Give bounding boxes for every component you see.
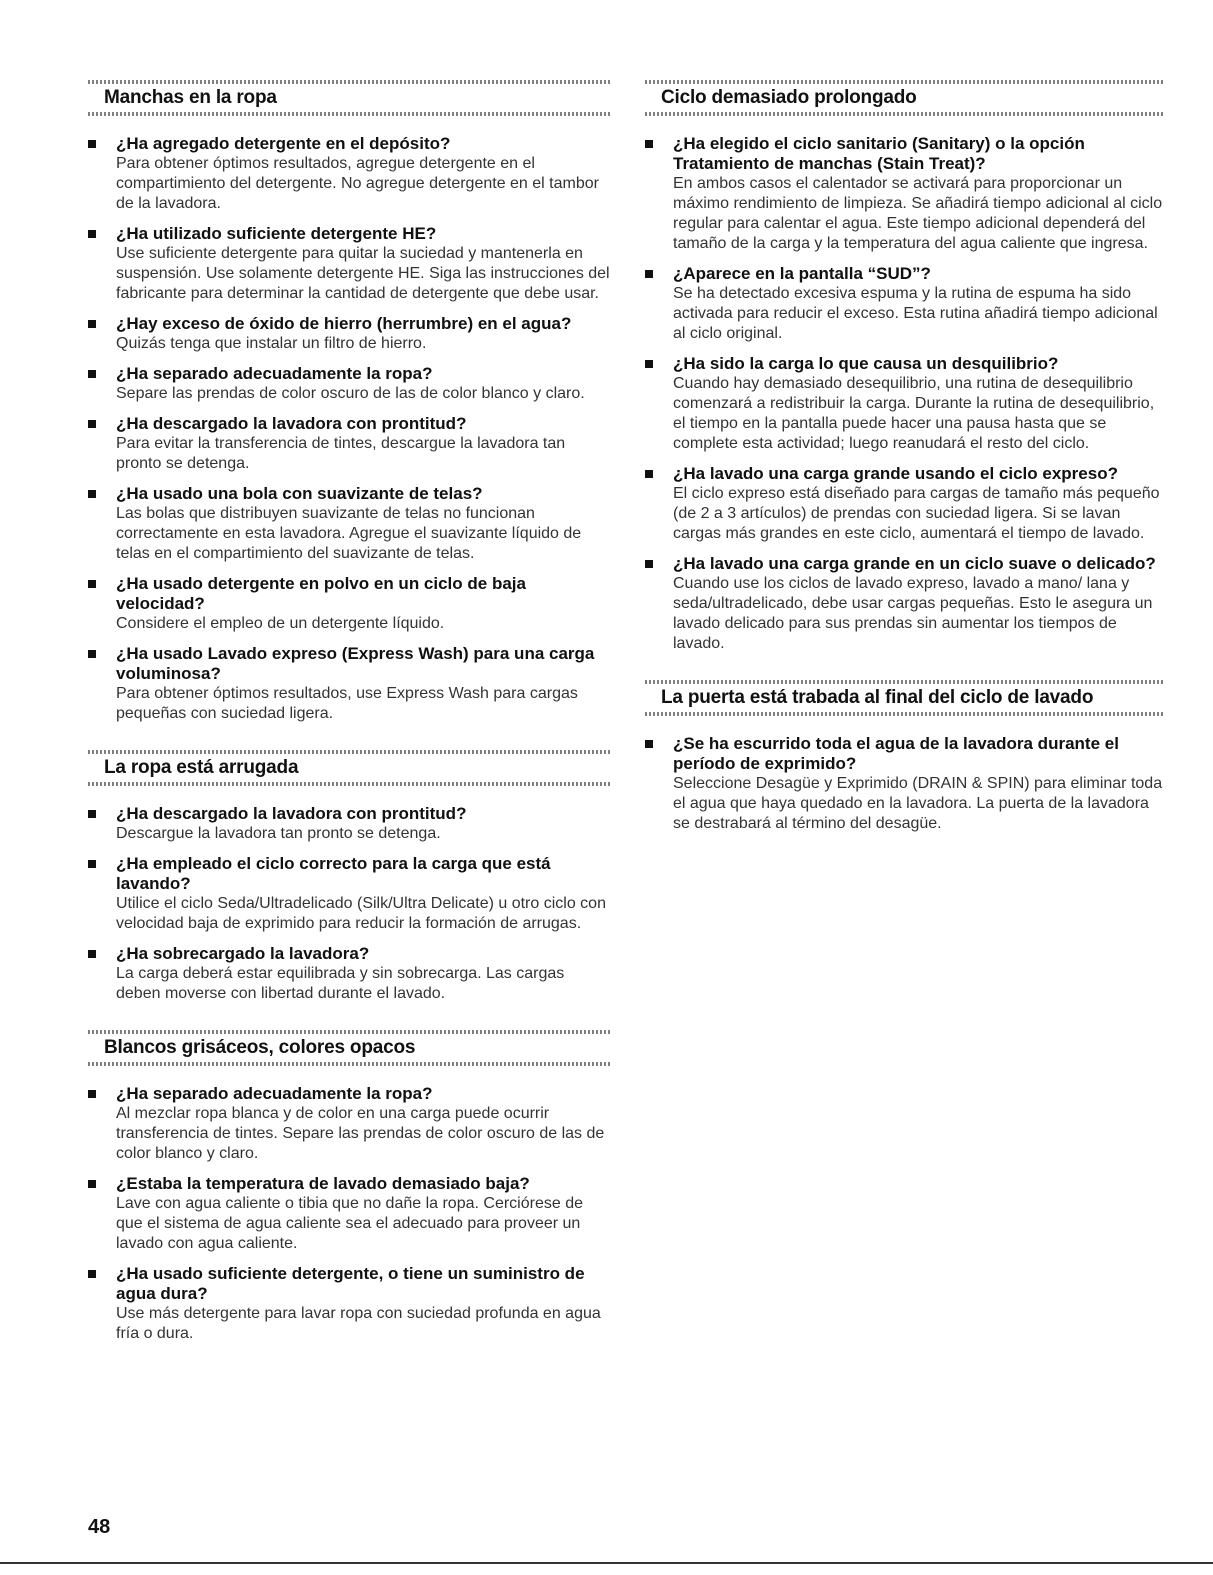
dotted-rule-bottom xyxy=(645,112,1163,116)
answer-text: Para obtener óptimos resultados, agregue detergente en el compartimiento del detergente. No agregue detergente en el tambor de la lavadora. xyxy=(116,155,599,212)
list-item xyxy=(645,554,1163,654)
answer-text: Las bolas que distribuyen suavizante de telas no funcionan correctamente en esta lavadora. Agregue el suavizante líquido de telas en el compartimiento del suavizante de telas. xyxy=(116,505,582,562)
question-text: ¿Ha usado suficiente detergente, o tiene un suministro de agua dura? xyxy=(116,1264,585,1303)
list-item xyxy=(88,414,610,474)
square-bullet-icon xyxy=(88,490,96,498)
list-item xyxy=(88,644,610,724)
section-title: Ciclo demasiado prolongado xyxy=(661,87,917,108)
question-text: ¿Aparece en la pantalla “SUD”? xyxy=(673,264,931,283)
list-item xyxy=(88,944,610,1004)
section-header xyxy=(645,670,1163,724)
page-number: 48 xyxy=(88,1516,111,1538)
list-item xyxy=(645,354,1163,454)
answer-text: Considere el empleo de un detergente líquido. xyxy=(116,615,445,632)
square-bullet-icon xyxy=(645,140,653,148)
section-title: La ropa está arrugada xyxy=(104,757,299,778)
list-item xyxy=(88,1174,610,1254)
answer-text: Seleccione Desagüe y Exprimido (DRAIN & SPIN) para eliminar toda el agua que haya quedado en la lavadora. La puerta de la lavadora se destrabará al término del desagüe. xyxy=(673,775,1163,832)
list-item xyxy=(645,464,1163,544)
list-item xyxy=(645,134,1163,254)
question-text: ¿Ha usado una bola con suavizante de telas? xyxy=(116,484,483,503)
question-text: ¿Ha descargado la lavadora con prontitud? xyxy=(116,414,467,433)
list-item xyxy=(88,1264,610,1344)
question-text: ¿Ha sido la carga lo que causa un desquilibrio? xyxy=(673,354,1059,373)
answer-text: Descargue la lavadora tan pronto se detenga. xyxy=(116,825,441,842)
troubleshooting-section xyxy=(88,70,610,724)
list-item xyxy=(88,224,610,304)
troubleshooting-section xyxy=(645,670,1163,834)
question-text: ¿Ha separado adecuadamente la ropa? xyxy=(116,364,433,383)
bottom-rule xyxy=(0,1562,1213,1564)
square-bullet-icon xyxy=(88,580,96,588)
troubleshooting-section xyxy=(88,1020,610,1344)
answer-text: Use más detergente para lavar ropa con suciedad profunda en agua fría o dura. xyxy=(116,1305,601,1342)
question-text: ¿Ha utilizado suficiente detergente HE? xyxy=(116,224,437,243)
square-bullet-icon xyxy=(88,230,96,238)
square-bullet-icon xyxy=(88,320,96,328)
section-title: Manchas en la ropa xyxy=(104,87,277,108)
list-item xyxy=(645,264,1163,344)
question-text: ¿Ha lavado una carga grande en un ciclo suave o delicado? xyxy=(673,554,1156,573)
section-header xyxy=(88,740,610,794)
question-text: ¿Ha descargado la lavadora con prontitud? xyxy=(116,804,467,823)
list-item xyxy=(88,134,610,214)
question-text: ¿Ha empleado el ciclo correcto para la carga que está lavando? xyxy=(116,854,551,893)
answer-text: Cuando use los ciclos de lavado expreso, lavado a mano/ lana y seda/ultradelicado, debe usar cargas pequeñas. Esto le asegura un lavado delicado para sus prendas sin aumentar los tiempos de lavado. xyxy=(673,575,1153,652)
question-text: ¿Se ha escurrido toda el agua de la lavadora durante el período de exprimido? xyxy=(673,734,1119,773)
answer-text: El ciclo expreso está diseñado para cargas de tamaño más pequeño (de 2 a 3 artículos) de prendas con suciedad ligera. Si se lavan cargas más grandes en este ciclo, aumentará el tiempo de lavado. xyxy=(673,485,1160,542)
square-bullet-icon xyxy=(645,360,653,368)
dotted-rule-top xyxy=(88,80,610,84)
troubleshooting-section xyxy=(645,70,1163,654)
question-text: ¿Ha agregado detergente en el depósito? xyxy=(116,134,451,153)
dotted-rule-top xyxy=(645,680,1163,684)
troubleshooting-section xyxy=(88,740,610,1004)
left-column xyxy=(88,70,610,1360)
section-header xyxy=(88,1020,610,1074)
question-text: ¿Ha elegido el ciclo sanitario (Sanitary) o la opción Tratamiento de manchas (Stain Treat)? xyxy=(673,134,1085,173)
square-bullet-icon xyxy=(88,1180,96,1188)
list-item xyxy=(88,484,610,564)
list-item xyxy=(88,574,610,634)
answer-text: Use suficiente detergente para quitar la suciedad y mantenerla en suspensión. Use solamente detergente HE. Siga las instrucciones del fabricante para determinar la cantidad de detergente que debe usar. xyxy=(116,245,610,302)
dotted-rule-bottom xyxy=(88,1062,610,1066)
square-bullet-icon xyxy=(645,270,653,278)
list-item xyxy=(88,314,610,354)
list-item xyxy=(88,1084,610,1164)
answer-text: Separe las prendas de color oscuro de las de color blanco y claro. xyxy=(116,385,585,402)
question-text: ¿Hay exceso de óxido de hierro (herrumbre) en el agua? xyxy=(116,314,572,333)
answer-text: En ambos casos el calentador se activará para proporcionar un máximo rendimiento de limpieza. Se añadirá tiempo adicional al ciclo regular para calentar el agua. Este tiempo adicional dependerá del tamaño de la carga y la temperatura del agua caliente que ingresa. xyxy=(673,175,1163,252)
answer-text: Utilice el ciclo Seda/Ultradelicado (Silk/Ultra Delicate) u otro ciclo con velocidad baja de exprimido para reducir la formación de arrugas. xyxy=(116,895,606,932)
list-item xyxy=(88,804,610,844)
list-item xyxy=(88,364,610,404)
square-bullet-icon xyxy=(645,740,653,748)
list-item xyxy=(88,854,610,934)
dotted-rule-bottom xyxy=(88,112,610,116)
dotted-rule-top xyxy=(88,750,610,754)
square-bullet-icon xyxy=(88,1270,96,1278)
dotted-rule-bottom xyxy=(88,782,610,786)
answer-text: Al mezclar ropa blanca y de color en una carga puede ocurrir transferencia de tintes. Separe las prendas de color oscuro de las de color blanco y claro. xyxy=(116,1105,605,1162)
square-bullet-icon xyxy=(88,860,96,868)
answer-text: Lave con agua caliente o tibia que no dañe la ropa. Cerciórese de que el sistema de agua caliente sea el adecuado para proveer un lavado con agua caliente. xyxy=(116,1195,583,1252)
square-bullet-icon xyxy=(88,810,96,818)
answer-text: Quizás tenga que instalar un filtro de hierro. xyxy=(116,335,427,352)
answer-text: Para obtener óptimos resultados, use Express Wash para cargas pequeñas con suciedad ligera. xyxy=(116,685,578,722)
question-text: ¿Ha separado adecuadamente la ropa? xyxy=(116,1084,433,1103)
square-bullet-icon xyxy=(88,420,96,428)
square-bullet-icon xyxy=(88,950,96,958)
square-bullet-icon xyxy=(645,470,653,478)
question-text: ¿Ha sobrecargado la lavadora? xyxy=(116,944,370,963)
section-title: La puerta está trabada al final del ciclo de lavado xyxy=(661,687,1094,708)
section-title: Blancos grisáceos, colores opacos xyxy=(104,1037,416,1058)
dotted-rule-top xyxy=(88,1030,610,1034)
question-text: ¿Ha usado Lavado expreso (Express Wash) para una carga voluminosa? xyxy=(116,644,595,683)
dotted-rule-top xyxy=(645,80,1163,84)
square-bullet-icon xyxy=(88,370,96,378)
square-bullet-icon xyxy=(88,140,96,148)
square-bullet-icon xyxy=(88,1090,96,1098)
right-column xyxy=(645,70,1163,850)
section-header xyxy=(88,70,610,124)
answer-text: Cuando hay demasiado desequilibrio, una rutina de desequilibrio comenzará a redistribuir la carga. Durante la rutina de desequilibrio, el tiempo en la pantalla puede hacer una pausa hasta que se complete esta actividad; luego reanudará el resto del ciclo. xyxy=(673,375,1155,452)
question-text: ¿Estaba la temperatura de lavado demasiado baja? xyxy=(116,1174,530,1193)
square-bullet-icon xyxy=(645,560,653,568)
answer-text: Se ha detectado excesiva espuma y la rutina de espuma ha sido activada para reducir el exceso. Esta rutina añadirá tiempo adicional al ciclo original. xyxy=(673,285,1158,342)
dotted-rule-bottom xyxy=(645,712,1163,716)
square-bullet-icon xyxy=(88,650,96,658)
list-item xyxy=(645,734,1163,834)
answer-text: La carga deberá estar equilibrada y sin sobrecarga. Las cargas deben moverse con libertad durante el lavado. xyxy=(116,965,565,1002)
question-text: ¿Ha usado detergente en polvo en un ciclo de baja velocidad? xyxy=(116,574,526,613)
answer-text: Para evitar la transferencia de tintes, descargue la lavadora tan pronto se detenga. xyxy=(116,435,566,472)
section-header xyxy=(645,70,1163,124)
question-text: ¿Ha lavado una carga grande usando el ciclo expreso? xyxy=(673,464,1118,483)
